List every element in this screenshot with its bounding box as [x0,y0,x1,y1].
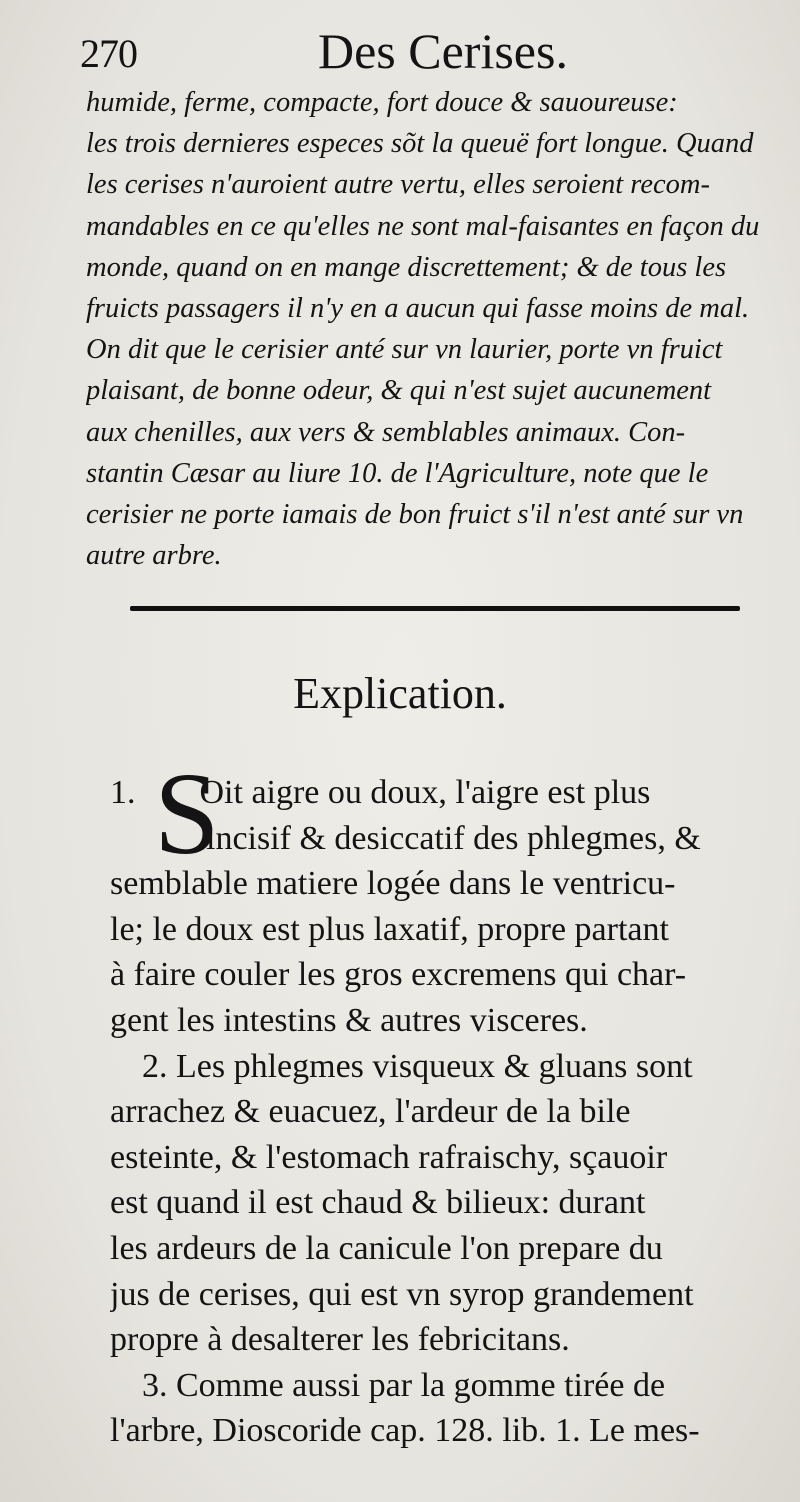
text-line: est quand il est chaud & bilieux: durant [110,1184,646,1222]
running-head: Des Cerises. [318,23,568,79]
horizontal-rule [130,606,740,611]
text-line: On dit que le cerisier anté sur vn laurier, porte vn fruict [86,334,723,366]
text-line: semblable matiere logée dans le ventricu- [110,865,676,903]
text-line: 2. Les phlegmes visqueux & gluans sont [142,1047,693,1085]
text-line: 3. Comme aussi par la gomme tirée de [142,1366,666,1404]
text-line: à faire couler les gros excremens qui char- [110,956,687,994]
text-line: fruicts passagers il n'y en a aucun qui fasse moins de mal. [86,293,750,325]
section-title: Explication. [293,669,507,718]
page-header [80,22,780,82]
text-line: autre arbre. [86,540,222,572]
explication-body [110,748,782,1454]
text-span: Oit aigre ou doux, l'aigre est plus [199,774,651,811]
text-line: plaisant, de bonne odeur, & qui n'est sujet aucunement [86,375,712,407]
text-line: l'arbre, Dioscoride cap. 128. lib. 1. Le mes- [110,1412,700,1450]
text-line: le; le doux est plus laxatif, propre partant [110,910,669,948]
text-line: cerisier ne porte iamais de bon fruict s'il n'est anté sur vn [86,499,744,531]
text-line: propre à desalterer les febricitans. [110,1321,570,1359]
text-line: mandables en ce qu'elles ne sont mal-faisantes en façon du [86,210,760,242]
text-line: incisif & desiccatif des phlegmes, & [206,819,701,857]
text-line: stantin Cæsar au liure 10. de l'Agriculture, note que le [86,457,709,489]
text-line: humide, ferme, compacte, fort douce & sauoureuse: [86,87,678,118]
text-line: les trois dernieres especes sõt la queuë fort longue. Quand [86,128,754,160]
text-line: monde, quand on en mange discrettement; & de tous les [86,251,727,283]
text-line: les ardeurs de la canicule l'on prepare du [110,1229,663,1267]
text-line: gent les intestins & autres visceres. [110,1001,588,1039]
text-line: aux chenilles, aux vers & semblables animaux. Con- [86,416,686,448]
italic-paragraph [86,82,762,576]
text-line: arrachez & euacuez, l'ardeur de la bile [110,1093,631,1131]
page-number: 270 [80,31,137,76]
text-line: jus de cerises, qui est vn syrop grandement [110,1275,694,1313]
text-line: esteinte, & l'estomach rafraischy, sçauoir [110,1138,668,1176]
drop-cap: S [154,748,220,879]
item-number: 1. [110,774,136,811]
text-line: les cerises n'auroient autre vertu, elles seroient recom- [86,169,710,201]
